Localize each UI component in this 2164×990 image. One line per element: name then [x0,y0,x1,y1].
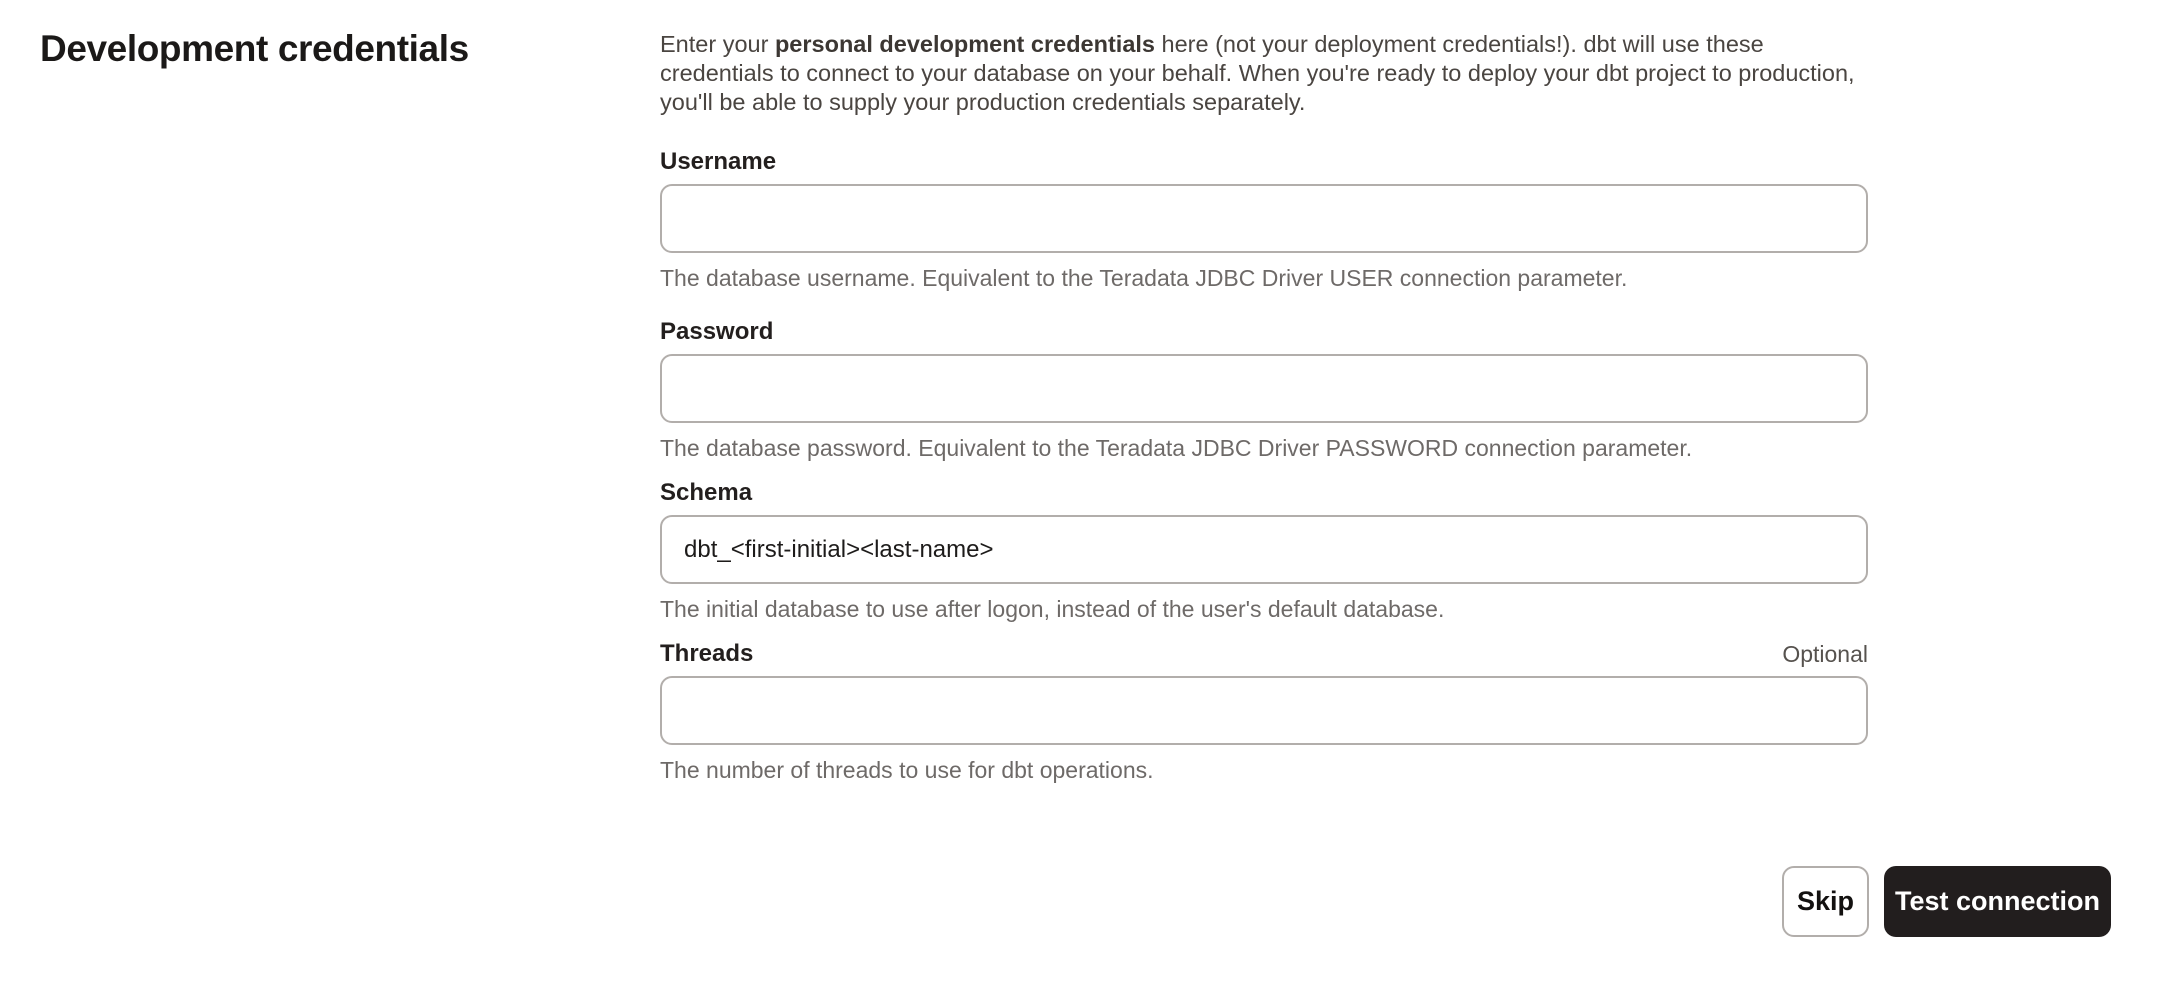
password-help-text: The database password. Equivalent to the Teradata JDBC Driver PASSWORD connection parameter. [660,435,1693,461]
intro-suffix: here (not your deployment credentials!). dbt will use these credentials to connect to your database on your behalf. When you're ready to deploy your dbt project to production, you'll be able to supply your production credentials separately. [660,31,1855,115]
threads-label-row [660,640,1868,668]
password-label: Password [660,318,774,345]
username-label: Username [660,148,777,175]
password-label-row [660,318,1868,346]
schema-help-text: The initial database to use after logon, instead of the user's default database. [660,596,1445,622]
schema-input[interactable] [660,515,1868,584]
intro-text [660,30,1868,117]
username-input[interactable] [660,184,1868,253]
footer-actions [1782,866,2111,937]
intro-prefix: Enter your [660,31,775,57]
threads-optional-badge: Optional [1782,641,1868,667]
password-field-group [660,318,1868,461]
password-input[interactable] [660,354,1868,423]
threads-field-group [660,640,1868,783]
username-label-row [660,148,1868,176]
intro-bold: personal development credentials [774,31,1155,57]
schema-field-group [660,479,1868,622]
skip-button[interactable]: Skip [1782,866,1869,937]
schema-label-row [660,479,1868,507]
username-help-text: The database username. Equivalent to the Teradata JDBC Driver USER connection parameter. [660,265,1628,291]
threads-input[interactable] [660,676,1868,745]
page-title: Development credentials [40,28,469,69]
username-field-group [660,148,1868,291]
credentials-form [660,0,1868,990]
test-connection-button[interactable]: Test connection [1884,866,2111,937]
schema-label: Schema [660,479,753,506]
threads-label: Threads [660,640,754,667]
threads-help-text: The number of threads to use for dbt operations. [660,757,1154,783]
